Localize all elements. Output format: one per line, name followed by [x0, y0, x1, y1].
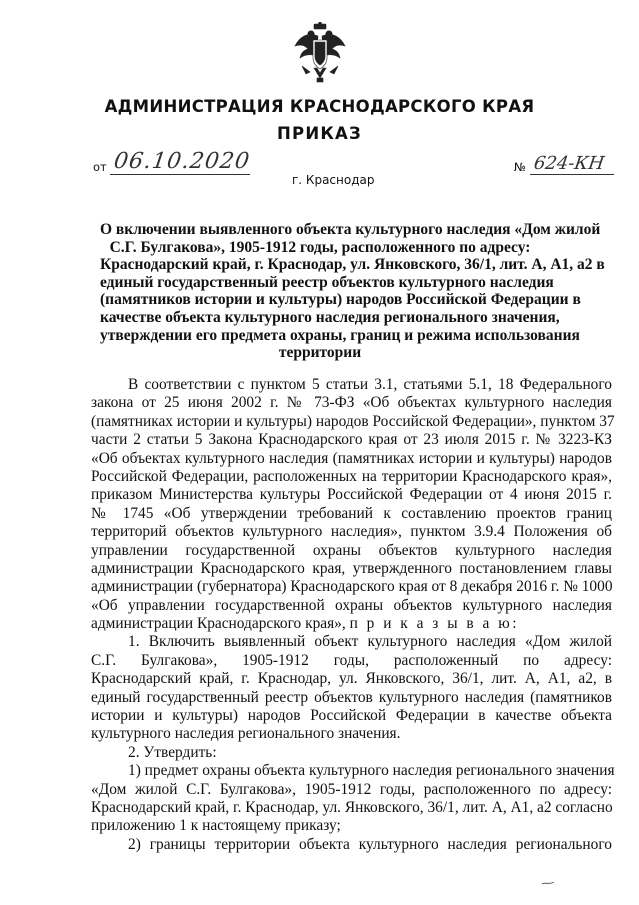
order-word: п р и к а з ы в а ю: — [349, 615, 519, 633]
coat-of-arms-icon — [292, 22, 348, 84]
body-line-with-order-word — [91, 615, 612, 633]
document-type-title: ПРИКАЗ — [277, 124, 362, 143]
number-underline — [530, 174, 614, 175]
body-line: части 2 статьи 5 Закона Краснодарского края от 23 июля 2015 г. № 3223-КЗ — [91, 431, 612, 449]
body-line: единый государственный реестр объектов культурного наследия (памятников — [91, 688, 612, 706]
body-line: № 1745 «Об утверждении требований к составлению проектов границ — [91, 504, 612, 522]
body-line: «Об объектах культурного наследия (памятниках истории и культуры) народов — [91, 449, 612, 467]
subject-line: территории — [278, 344, 362, 362]
body-line: (памятниках истории и культуры) народов Российской Федерации», пунктом 37 — [91, 412, 615, 430]
number-prefix: № — [514, 160, 526, 174]
subject-line: С.Г. Булгакова», 1905-1912 годы, расположенного по адресу: — [109, 238, 531, 256]
body-line: 1. Включить выявленный объект культурного наследия «Дом жилой — [128, 633, 612, 651]
body-line: администрации (губернатора) Краснодарского края от 8 декабря 2016 г. № 1000 — [91, 578, 613, 596]
handwritten-date: 06.10.2020 — [112, 149, 252, 174]
body-line: приказом Министерства культуры Российской Федерации от 4 июня 2015 г. — [91, 486, 612, 504]
body-line: территорий объектов культурного наследия», пунктом 3.9.4 Положения об — [91, 523, 612, 541]
body-line: Краснодарский край, г. Краснодар, ул. Янковского, 36/1, лит. А, А1, а2 согласно — [91, 798, 613, 816]
body-line: культурного наследия регионального значения. — [91, 725, 401, 743]
subject-line: единый государственный реестр объектов культурного наследия — [100, 273, 554, 291]
body-line: Краснодарский край, г. Краснодар, ул. Янковского, 36/1, лит. А, А1, а2, в — [91, 670, 612, 688]
body-line: С.Г. Булгакова», 1905-1912 годы, расположенный по адресу: — [91, 651, 612, 669]
body-line: В соответствии с пунктом 5 статьи 3.1, статьями 5.1, 18 Федерального — [128, 376, 612, 393]
order-body — [91, 376, 615, 854]
body-line: администрации Краснодарского края, утвержденного постановлением главы — [91, 559, 612, 577]
body-line: «Об управлении государственной охраны объектов культурного наследия — [91, 596, 612, 614]
body-line: истории и культуры) народов Российской Федерации в качестве объекта — [91, 707, 612, 725]
body-line: 1) предмет охраны объекта культурного наследия регионального значения — [128, 762, 615, 780]
handwritten-number: 624-КН — [532, 153, 606, 174]
subject-line: (памятников истории и культуры) народов Российской Федерации в — [100, 291, 581, 309]
body-line: «Дом жилой С.Г. Булгакова», 1905-1912 годы, расположенного по адресу: — [91, 780, 612, 798]
body-line: 2) границы территории объекта культурного наследия регионального — [128, 835, 612, 853]
ink-mark — [541, 880, 555, 886]
body-line: управлении государственной охраны объектов культурного наследия — [91, 541, 612, 559]
city-label: г. Краснодар — [292, 173, 375, 187]
date-underline — [110, 174, 250, 175]
body-line-text: администрации Краснодарского края», — [91, 615, 346, 633]
subject-line: Краснодарский край, г. Краснодар, ул. Янковского, 36/1, лит. А, А1, а2 в — [100, 256, 605, 274]
organization-title: АДМИНИСТРАЦИЯ КРАСНОДАРСКОГО КРАЯ — [104, 97, 535, 116]
order-subject — [100, 221, 605, 362]
body-line: 2. Утвердить: — [128, 743, 217, 761]
body-line: Российской Федерации, расположенных на территории Краснодарского края», — [91, 467, 612, 485]
date-prefix: от — [93, 160, 107, 174]
subject-line: утверждении его предмета охраны, границ и режима использования — [100, 326, 580, 344]
subject-line: О включении выявленного объекта культурного наследия «Дом жилой — [100, 221, 601, 238]
body-line: закона от 25 июня 2002 г. № 73-ФЗ «Об объектах культурного наследия — [91, 394, 612, 412]
subject-line: качестве объекта культурного наследия регионального значения, — [100, 308, 560, 326]
body-line: приложению 1 к настоящему приказу; — [91, 817, 341, 835]
